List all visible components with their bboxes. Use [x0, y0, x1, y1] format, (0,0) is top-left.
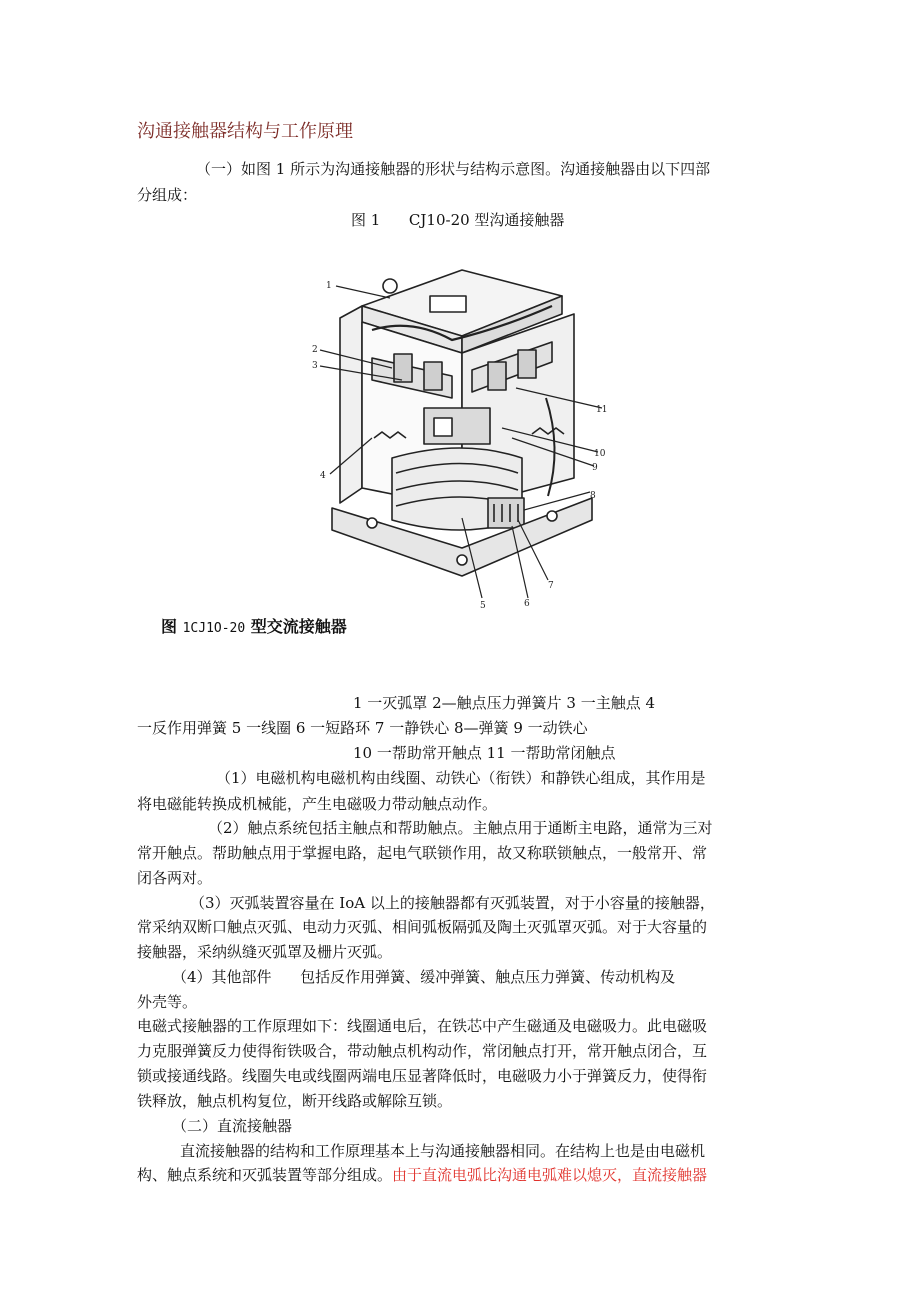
callout-4: 4 — [320, 471, 326, 481]
contactor-diagram — [312, 258, 610, 610]
figure-caption-suffix: 型交流接触器 — [250, 617, 347, 636]
legend-line-2: 一反作用弹簧 5 一线圈 6 一短路环 7 一静铁心 8—弹簧 9 一动铁心 — [137, 719, 588, 737]
legend-line-3: 10 一帮助常开触点 11 一帮助常闭触点 — [353, 744, 616, 762]
p3-line-2: 常采纳双断口触点灭弧、电动力灭弧、相间弧板隔弧及陶土灭弧罩灭弧。对于大容量的 — [137, 918, 708, 936]
figure-label: 图 1 CJ10-20 型沟通接触器 — [351, 211, 565, 229]
dc-heading: （二）直流接触器 — [172, 1117, 293, 1135]
contact-block-1 — [394, 354, 412, 382]
p1-line-1: （1）电磁机构电磁机构由线圈、动铁心（衔铁）和静铁心组成，其作用是 — [216, 769, 706, 787]
contact-block-4 — [518, 350, 536, 378]
contact-block-2 — [424, 362, 442, 390]
p4-line-2: 外壳等。 — [137, 993, 198, 1011]
legend-line-1: 1 一灭弧罩 2—触点压力弹簧片 3 一主触点 4 — [353, 694, 656, 712]
callout-10: 10 — [594, 449, 606, 459]
callout-3: 3 — [312, 361, 318, 371]
dc-line-2-red: 由于直流电弧比沟通电弧难以熄灭，直流接触器 — [392, 1166, 708, 1184]
core-window — [434, 418, 452, 436]
work-line-4: 铁释放，触点机构复位，断开线路或解除互锁。 — [137, 1092, 453, 1110]
chute-window — [430, 296, 466, 312]
housing-left-side — [340, 306, 362, 503]
callout-2: 2 — [312, 345, 318, 355]
callout-8: 8 — [590, 491, 596, 501]
p2-line-1: （2）触点系统包括主触点和帮助触点。主触点用于通断主电路，通常为三对 — [208, 819, 713, 837]
callout-7: 7 — [548, 581, 554, 591]
dc-line-2 — [137, 1164, 707, 1186]
p4-line-1: （4）其他部件 包括反作用弹簧、缓冲弹簧、触点压力弹簧、传动机构及 — [172, 968, 676, 986]
figure-caption-prefix: 图 — [161, 617, 178, 636]
callout-5: 5 — [480, 601, 486, 610]
callout-9: 9 — [592, 463, 598, 473]
callout-11: 11 — [596, 405, 608, 415]
p1-line-2: 将电磁能转换成机械能，产生电磁吸力带动触点动作。 — [137, 795, 498, 813]
dc-line-2-black: 构、触点系统和灭弧装置等部分组成。 — [137, 1166, 393, 1184]
figure-caption — [161, 616, 347, 640]
intro-line-1: （一）如图 1 所示为沟通接触器的形状与结构示意图。沟通接触器由以下四部 — [196, 160, 711, 178]
contact-block-3 — [488, 362, 506, 390]
callout-6: 6 — [524, 599, 530, 609]
dc-line-1: 直流接触器的结构和工作原理基本上与沟通接触器相同。在结构上也是由电磁机 — [180, 1142, 706, 1160]
figure-caption-model: 1CJ1O-20 — [182, 621, 246, 636]
p3-line-3: 接触器，采纳纵缝灭弧罩及栅片灭弧。 — [137, 943, 393, 961]
work-line-1: 电磁式接触器的工作原理如下：线圈通电后，在铁芯中产生磁通及电磁吸力。此电磁吸 — [137, 1017, 708, 1035]
work-line-3: 锁或接通线路。线圈失电或线圈两端电压显著降低时，电磁吸力小于弹簧反力，使得衔 — [137, 1067, 708, 1085]
intro-line-2: 分组成： — [137, 186, 198, 204]
callout-1: 1 — [326, 281, 332, 291]
work-line-2: 力克服弹簧反力使得衔铁吸合，带动触点机构动作，常闭触点打开，常开触点闭合，互 — [137, 1042, 708, 1060]
p2-line-3: 闭各两对。 — [137, 869, 213, 887]
p2-line-2: 常开触点。帮助触点用于掌握电路，起电气联锁作用，故又称联锁触点，一般常开、常 — [137, 844, 708, 862]
p3-line-1: （3）灭弧装置容量在 IoA 以上的接触器都有灭弧装置，对于小容量的接触器， — [190, 894, 715, 912]
top-screw — [383, 279, 397, 293]
doc-title: 沟通接触器结构与工作原理 — [137, 121, 353, 142]
